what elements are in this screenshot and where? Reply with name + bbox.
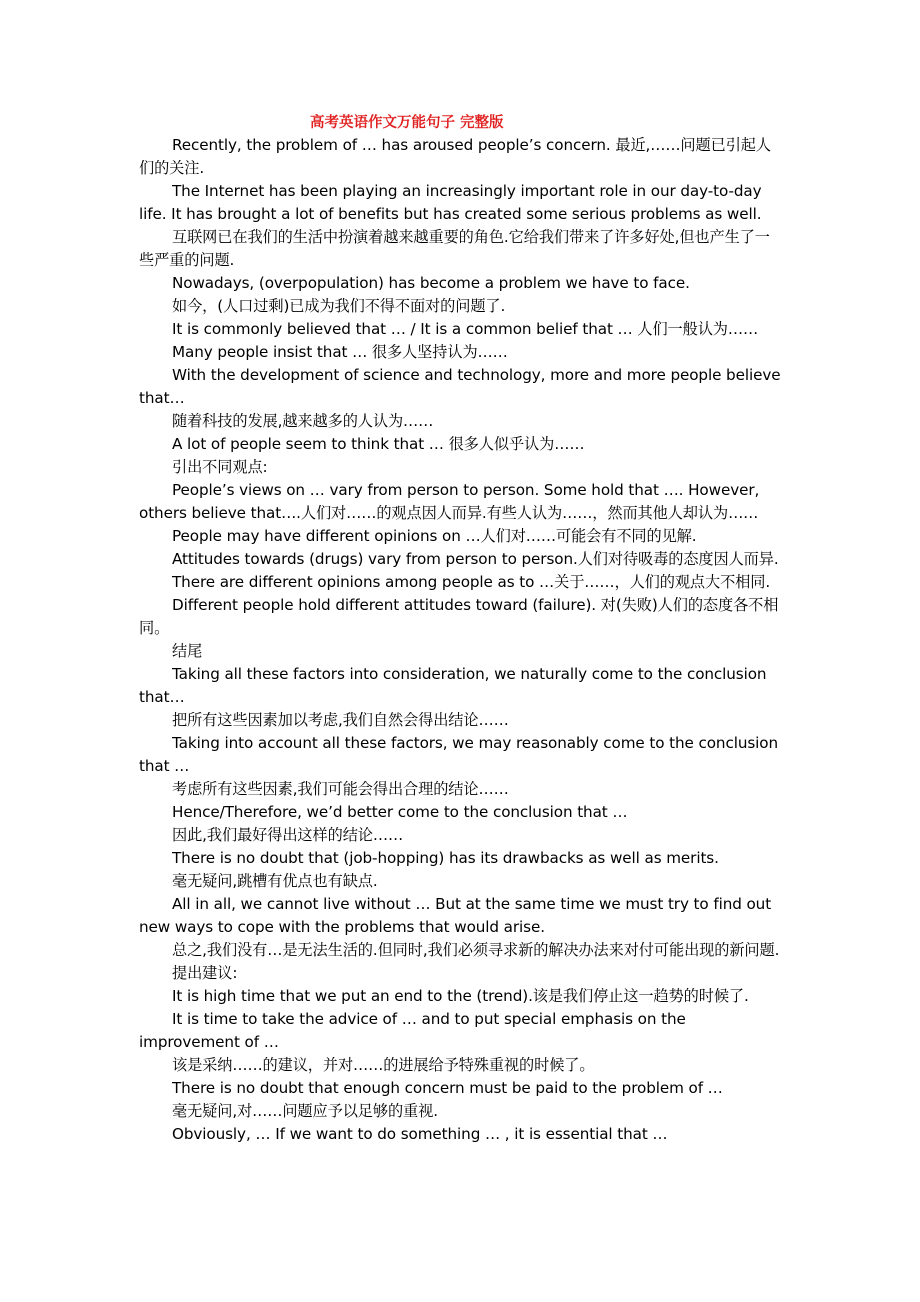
paragraph: 互联网已在我们的生活中扮演着越来越重要的角色.它给我们带来了许多好处,但也产生了一些严重的问题. bbox=[139, 228, 770, 269]
paragraph: Obviously, … If we want to do something … , it is essential that … bbox=[172, 1125, 668, 1143]
document-page bbox=[139, 112, 783, 1146]
paragraph: There are different opinions among people as to …关于……，人们的观点大不相同. bbox=[172, 573, 771, 591]
paragraph: 随着科技的发展,越来越多的人认为…… bbox=[172, 412, 434, 430]
document-title: 高考英语作文万能句子 完整版 bbox=[310, 114, 504, 131]
paragraph: It is high time that we put an end to the (trend).该是我们停止这一趋势的时候了. bbox=[172, 987, 749, 1005]
paragraph: 毫无疑问,跳槽有优点也有缺点. bbox=[172, 872, 378, 890]
paragraph: Many people insist that … 很多人坚持认为…… bbox=[172, 343, 508, 361]
paragraph: 考虑所有这些因素,我们可能会得出合理的结论…… bbox=[172, 780, 509, 798]
paragraph: 提出建议: bbox=[172, 964, 238, 982]
paragraph: 该是采纳……的建议，并对……的进展给予特殊重视的时候了。 bbox=[172, 1056, 595, 1074]
paragraph: 把所有这些因素加以考虑,我们自然会得出结论…… bbox=[172, 711, 509, 729]
paragraph: 总之,我们没有…是无法生活的.但同时,我们必须寻求新的解决办法来对付可能出现的新问题. bbox=[172, 941, 780, 959]
paragraph: Taking into account all these factors, we may reasonably come to the conclusion that … bbox=[139, 734, 779, 775]
paragraph: A lot of people seem to think that … 很多人似乎认为…… bbox=[172, 435, 585, 453]
paragraph: It is commonly believed that … / It is a common belief that … 人们一般认为…… bbox=[172, 320, 759, 338]
paragraph: Different people hold different attitudes toward (failure). 对(失败)人们的态度各不相同。 bbox=[139, 596, 779, 637]
paragraph: 因此,我们最好得出这样的结论…… bbox=[172, 826, 404, 844]
paragraph: 如今，(人口过剩)已成为我们不得不面对的问题了. bbox=[172, 297, 506, 315]
paragraph: All in all, we cannot live without … But at the same time we must try to find out new ways to cope with the problems that would arise. bbox=[139, 895, 772, 936]
paragraph: There is no doubt that enough concern must be paid to the problem of … bbox=[172, 1079, 723, 1097]
paragraph: Recently, the problem of … has aroused people’s concern. 最近,……问题已引起人们的关注. bbox=[139, 136, 771, 177]
paragraph: Hence/Therefore, we’d better come to the conclusion that … bbox=[172, 803, 628, 821]
paragraph: People’s views on … vary from person to person. Some hold that …. However, others believe that….人们对……的观点因人而异.有些人认为……，然而其他人却认为…… bbox=[139, 481, 760, 522]
paragraph: Taking all these factors into consideration, we naturally come to the conclusion that… bbox=[139, 665, 767, 706]
paragraph: Nowadays, (overpopulation) has become a problem we have to face. bbox=[172, 274, 690, 292]
paragraph: The Internet has been playing an increasingly important role in our day-to-day life. It has brought a lot of benefits but has created some serious problems as well. bbox=[139, 182, 762, 223]
paragraph: With the development of science and technology, more and more people believe that… bbox=[139, 366, 781, 407]
document-body bbox=[139, 134, 783, 1146]
paragraph: 引出不同观点: bbox=[172, 458, 268, 476]
paragraph: Attitudes towards (drugs) vary from person to person.人们对待吸毒的态度因人而异. bbox=[172, 550, 779, 568]
paragraph: People may have different opinions on …人们对……可能会有不同的见解. bbox=[172, 527, 697, 545]
paragraph: 毫无疑问,对……问题应予以足够的重视. bbox=[172, 1102, 438, 1120]
paragraph: 结尾 bbox=[172, 642, 203, 660]
paragraph: There is no doubt that (job-hopping) has its drawbacks as well as merits. bbox=[172, 849, 719, 867]
paragraph: It is time to take the advice of … and to put special emphasis on the improvement of … bbox=[139, 1010, 686, 1051]
